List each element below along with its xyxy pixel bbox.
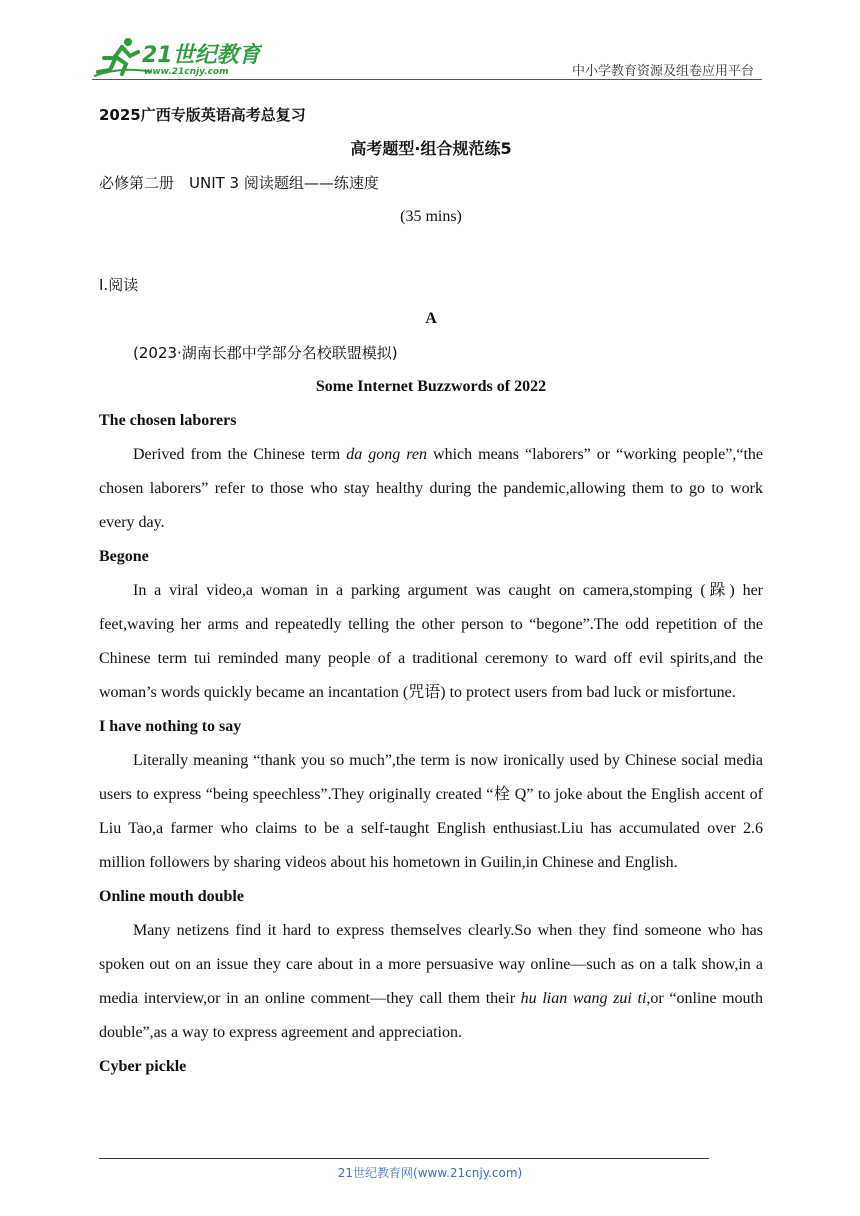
logo-text: 21世纪教育 <box>142 43 261 68</box>
header-divider <box>92 79 762 80</box>
subheading-online-mouth-double: Online mouth double <box>99 888 244 905</box>
logo <box>92 36 262 78</box>
paragraph-nothing-to-say: Literally meaning “thank you so much”,the term is now ironically used by Chinese social media users to express “being speechless”.They originally created “栓 Q” to joke about the English accent of Liu Tao,a farmer who claims to be a self-taught English enthusiast.Liu has accumulated over 2.6 million followers by sharing videos about his hometown in Guilin,in Chinese and English. <box>99 752 763 871</box>
subheading-begone: Begone <box>99 548 149 565</box>
passage-label: A <box>425 310 437 327</box>
passage-source: (2023·湖南长郡中学部分名校联盟模拟) <box>133 344 398 362</box>
paragraph-online-mouth-double: Many netizens find it hard to express themselves clearly.So when they find someone who has spoken out on an issue they care about in a more persuasive way online—such as on a talk show,in a media interview,or in an online comment—they call them their hu lian wang zui ti,or “online mouth double”,as a way to express agreement and appreciation. <box>99 922 763 1041</box>
exam-series-title: 2025广西专版英语高考总复习 <box>99 106 306 124</box>
subheading-chosen-laborers: The chosen laborers <box>99 412 237 429</box>
paragraph-chosen-laborers: Derived from the Chinese term da gong ren which means “laborers” or “working people”,“the chosen laborers” refer to those who stay healthy during the pandemic,allowing them to go to work every day. <box>99 446 764 531</box>
exercise-title: 高考题型·组合规范练5 <box>350 139 512 158</box>
page-header <box>92 36 762 80</box>
footer-link[interactable]: 21世纪教育网(www.21cnjy.com) <box>337 1166 523 1180</box>
logo-url: www.21cnjy.com <box>144 67 229 77</box>
passage-title: Some Internet Buzzwords of 2022 <box>315 378 547 395</box>
subheading-cyber-pickle: Cyber pickle <box>99 1058 187 1075</box>
subheading-nothing-to-say: I have nothing to say <box>99 718 242 735</box>
platform-name: 中小学教育资源及组卷应用平台 <box>571 64 754 79</box>
section-heading: Ⅰ.阅读 <box>99 276 139 294</box>
time-limit: (35 mins) <box>400 208 462 225</box>
unit-subtitle: 必修第二册 UNIT 3 阅读题组——练速度 <box>99 174 379 192</box>
footer-divider <box>99 1158 709 1159</box>
document-body <box>99 98 763 1084</box>
paragraph-begone: In a viral video,a woman in a parking argument was caught on camera,stomping (跺) her feet,waving her arms and repeatedly telling the other person to “begone”.The odd repetition of the Chinese term tui reminded many people of a traditional ceremony to ward off evil spirits,and the woman’s words quickly became an incantation (咒语) to protect users from bad luck or misfortune. <box>99 582 763 701</box>
